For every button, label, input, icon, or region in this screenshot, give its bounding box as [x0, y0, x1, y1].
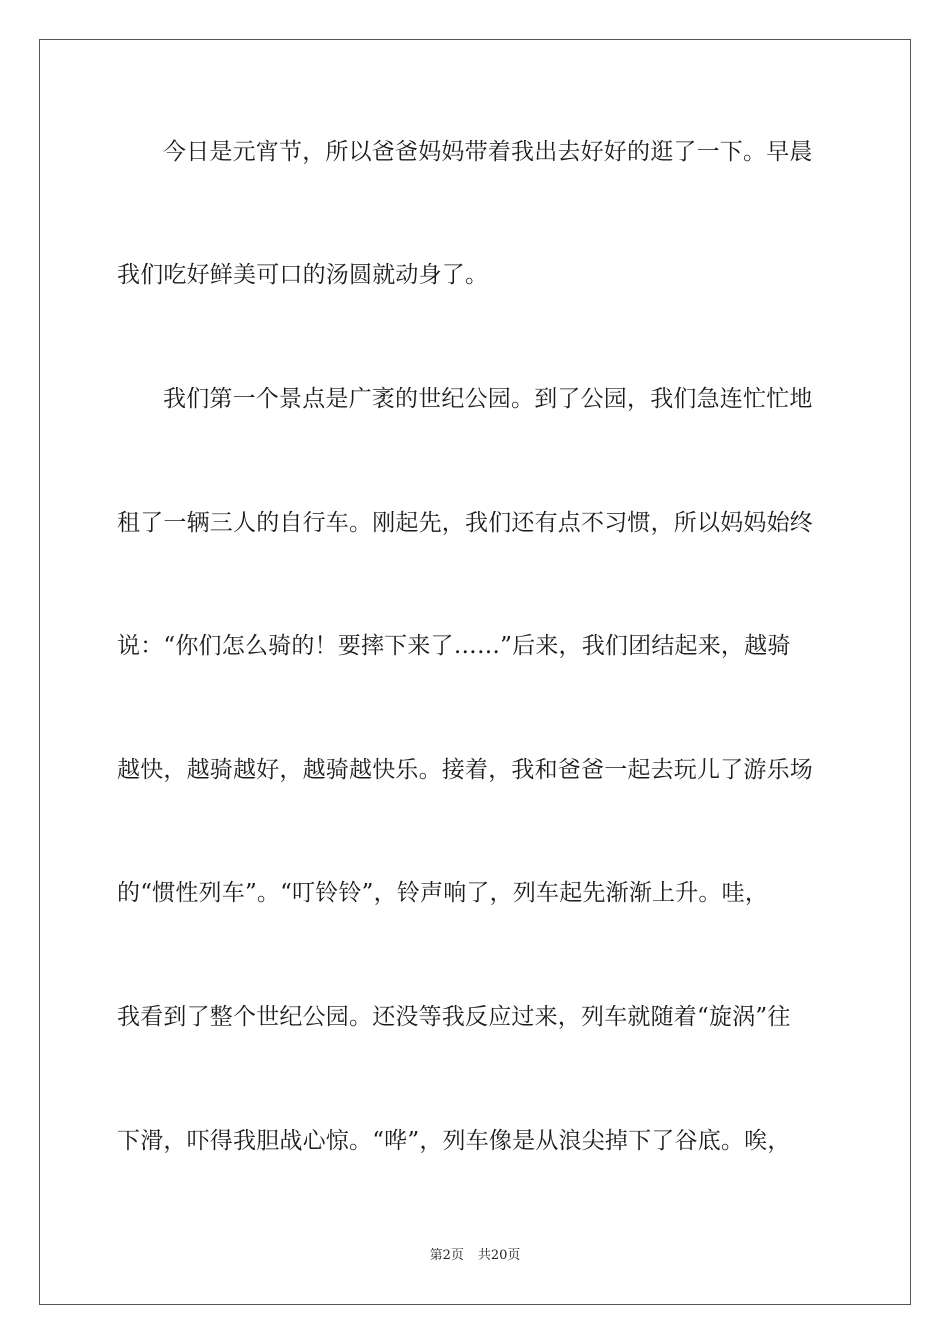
paragraph-line: 下滑，吓得我胆战心惊。“哗”，列车像是从浪尖掉下了谷底。唉，	[117, 1128, 791, 1154]
paragraph-line: 今日是元宵节，所以爸爸妈妈带着我出去好好的逛了一下。早晨	[163, 139, 813, 165]
paragraph-line: 说：“你们怎么骑的！要摔下来了……”后来，我们团结起来，越骑	[117, 633, 791, 659]
paragraph-line: 的“惯性列车”。“叮铃铃”，铃声响了，列车起先渐渐上升。哇，	[117, 880, 769, 906]
page-total: 共20页	[477, 1248, 521, 1263]
page-number: 第2页	[429, 1248, 464, 1263]
paragraph-line: 我们第一个景点是广袤的世纪公园。到了公园，我们急连忙忙地	[163, 386, 813, 412]
page-footer	[0, 1247, 950, 1265]
paragraph-line: 越快，越骑越好，越骑越快乐。接着，我和爸爸一起去玩儿了游乐场	[117, 757, 813, 783]
paragraph-line: 我看到了整个世纪公园。还没等我反应过来，列车就随着“旋涡”往	[117, 1004, 791, 1030]
paragraph-line: 租了一辆三人的自行车。刚起先，我们还有点不习惯，所以妈妈始终	[117, 510, 813, 536]
paragraph-line: 我们吃好鲜美可口的汤圆就动身了。	[117, 262, 489, 288]
page-border	[39, 39, 911, 1305]
